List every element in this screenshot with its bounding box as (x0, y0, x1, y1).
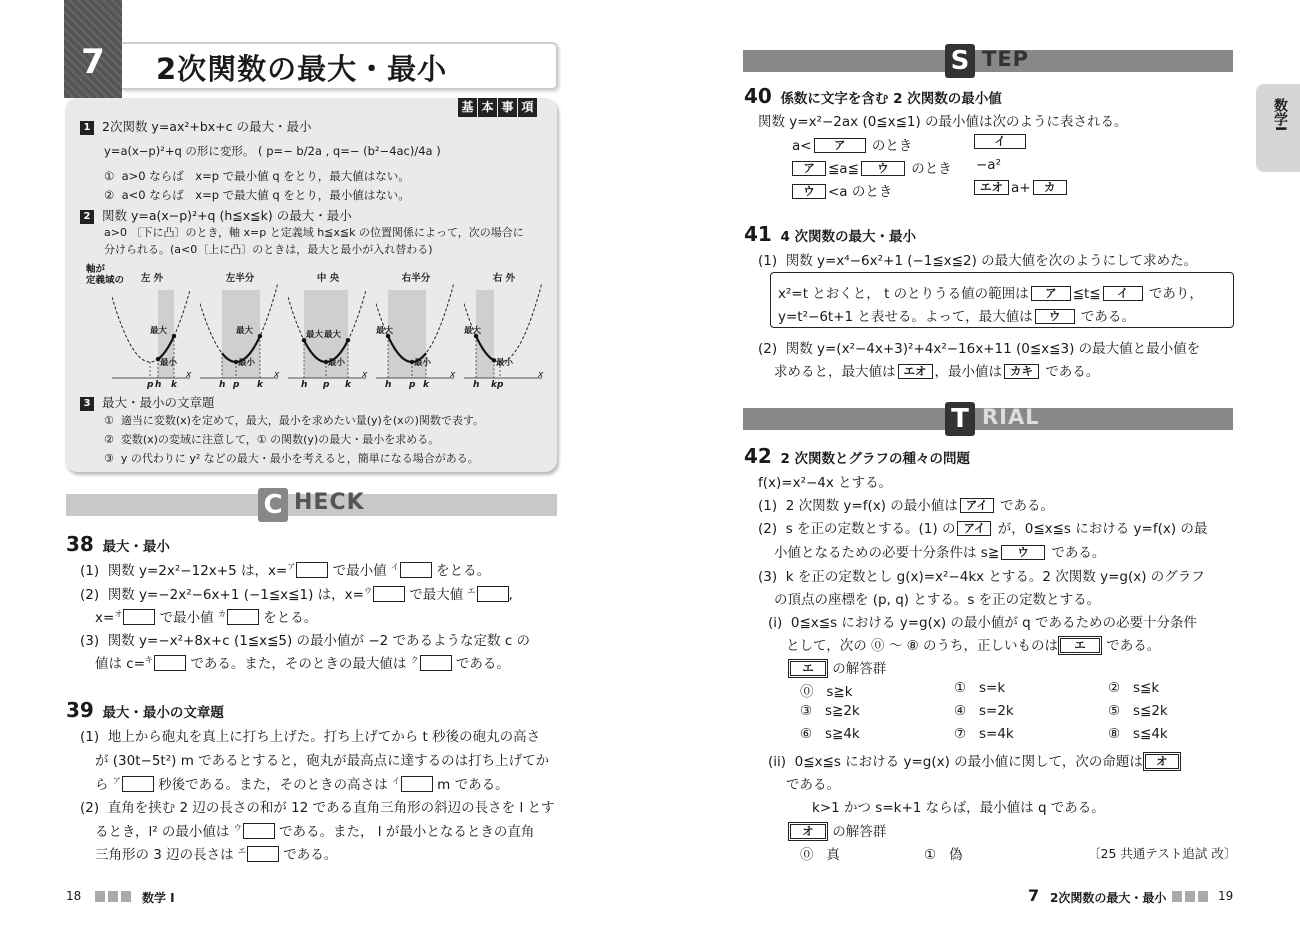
text: 秒後である。また，そのときの高さは (153, 777, 392, 793)
tick-label: h (473, 380, 480, 390)
tick-label: p (409, 380, 416, 390)
text: ら (95, 777, 113, 793)
kihon-char: 項 (518, 98, 537, 117)
max-label: 最大 (464, 326, 482, 337)
text: <a のとき (828, 184, 893, 200)
answer-box[interactable]: イ (974, 134, 1026, 149)
kihon-char: 本 (478, 98, 497, 117)
answer-box[interactable]: カ (1033, 180, 1067, 195)
tick-label: h (385, 380, 392, 390)
answer-box[interactable]: オ (1145, 754, 1179, 769)
graph-panel (200, 270, 280, 390)
text: y=t²−6t+1 と表せる。よって，最大値は (778, 309, 1033, 325)
choice-option[interactable] (800, 726, 860, 742)
choice-true[interactable] (800, 843, 840, 863)
footer-page-number: 19 (1218, 889, 1234, 903)
answer-box[interactable]: ア (814, 138, 866, 153)
answer-box[interactable]: アイ (960, 498, 994, 513)
problem-title: 最大・最小の文章題 (102, 705, 224, 721)
text: x²=t とおくと， t のとりうる値の範囲は (778, 286, 1029, 302)
graph-svg (376, 284, 456, 394)
problem-number: 38 (66, 532, 94, 556)
p41-2 (758, 337, 1200, 357)
blank-label: ウ (233, 823, 242, 833)
problem-title: 4 次関数の最大・最小 (780, 229, 917, 245)
p39-2 (80, 796, 554, 816)
answer-box[interactable]: エオ (974, 180, 1009, 195)
text: 小値となるための必要十分条件は s≧ (774, 545, 1000, 561)
text: ≦t≦ (1072, 286, 1101, 302)
p42-2-b (774, 541, 1105, 561)
chapter-number: 7 (81, 42, 105, 82)
text: である。 (1076, 309, 1135, 325)
section-3-heading (80, 393, 215, 411)
graph-svg (200, 284, 280, 394)
blank-label: ア (112, 776, 121, 786)
max-label: 最大 (236, 326, 254, 337)
trial-rest: RIAL (982, 405, 1040, 429)
blank-label: ク (410, 655, 419, 665)
p38-3 (80, 629, 530, 649)
text: である。 (278, 847, 338, 863)
text: であり， (1144, 286, 1203, 302)
chapter-title: 2次関数の最大・最小 (156, 52, 448, 86)
p39-2-c (95, 843, 337, 863)
s3-item3 (104, 450, 479, 466)
text: , (508, 587, 513, 603)
choice-text: s≦4k (1132, 726, 1168, 742)
p40-line1: 関数 y=x²−2ax (0≦x≦1) の最小値は次のように表される。 (758, 114, 1128, 130)
problem-39-heading (66, 698, 224, 722)
choice-option[interactable] (954, 703, 1014, 719)
step-rest: TEP (982, 47, 1030, 71)
subq-mark: (1) (80, 563, 100, 579)
problem-42-heading (744, 444, 970, 468)
p38-2-cont (95, 606, 317, 626)
choice-text: s≧k (826, 684, 853, 700)
answer-box[interactable]: カキ (1004, 364, 1039, 379)
choice-mark: ⑥ (800, 726, 813, 742)
p41-box-line2 (778, 305, 1135, 325)
answer-box[interactable]: ウ (1035, 309, 1075, 324)
footer-subject: 数学 I (142, 891, 175, 905)
answer-blank[interactable] (247, 846, 279, 862)
extremum-point (258, 334, 262, 338)
tick-label: p (497, 380, 504, 390)
step-letter: S (945, 44, 975, 78)
graph-svg (464, 284, 544, 394)
text: で最小値 (155, 610, 218, 626)
graph-row (112, 270, 552, 390)
choice-option[interactable] (1108, 703, 1168, 719)
text: a< (792, 138, 812, 154)
p42-line0: f(x)=x²−4x とする。 (758, 475, 893, 491)
p42-1 (758, 494, 1054, 514)
choice-mark: ⑧ (1108, 726, 1121, 742)
problem-number: 40 (744, 84, 772, 108)
choice-text: s≦2k (1132, 703, 1168, 719)
choice-mark: ⑤ (1108, 703, 1121, 719)
text: 直角を挟む 2 辺の長さの和が 12 である直角三角形の斜辺の長さを l とす (107, 800, 555, 816)
choice-option[interactable] (800, 680, 853, 700)
choice-option[interactable] (1108, 726, 1168, 742)
text: ，最小値は (934, 364, 1002, 380)
problem-title: 2 次関数とグラフの種々の問題 (780, 451, 971, 467)
problem-40-heading (744, 84, 1002, 108)
problem-38-heading (66, 532, 170, 556)
answer-box[interactable]: ウ (792, 184, 826, 199)
text: である。 (995, 498, 1055, 514)
text: 求めると，最大値は (774, 364, 896, 380)
p42-ii-b: である。 (786, 777, 840, 793)
text: をとる。 (258, 610, 318, 626)
answer-blank[interactable] (154, 655, 186, 671)
blank-label: イ (390, 562, 399, 572)
choice-mark: ⑦ (954, 726, 967, 742)
text: s を正の定数とする。(1) の (785, 521, 956, 537)
choice-mark: ③ (800, 703, 813, 719)
item-text: 適当に変数(x)を定めて，最大，最小を求めたい量(y)を(xの)関数で表す。 (120, 414, 485, 427)
subq-mark: (2) (80, 587, 100, 603)
tick-label: k (491, 380, 497, 390)
answer-blank[interactable] (477, 586, 509, 602)
p40-row1 (792, 134, 912, 154)
p40-row3 (790, 180, 892, 200)
tick-label: k (345, 380, 351, 390)
graph-panel (288, 270, 368, 390)
tick-label: k (171, 380, 177, 390)
choice-option[interactable] (800, 703, 860, 719)
s1-item2 (104, 187, 410, 203)
section-2-heading (80, 206, 352, 224)
answer-blank[interactable] (373, 586, 405, 602)
choice-grid (800, 680, 1230, 750)
subq-mark: (3) (758, 569, 778, 585)
item-mark: ① (104, 169, 115, 183)
blank-label: エ (467, 586, 476, 596)
choice-mark: ① (954, 680, 967, 696)
side-tab-label: 数学I (1272, 98, 1288, 132)
blank-label: ア (287, 562, 296, 572)
tick-label: p (323, 380, 330, 390)
p39-2-b (95, 820, 534, 840)
max-label: 最大 (324, 330, 342, 341)
answer-box[interactable]: アイ (957, 521, 991, 536)
answer-blank[interactable] (401, 776, 433, 792)
subq-mark: (3) (80, 633, 100, 649)
text: 2 次関数 y=f(x) の最小値は (785, 498, 958, 514)
p40-row3-val (972, 180, 1069, 196)
p41-box-line1 (778, 282, 1203, 302)
choice-option[interactable] (954, 680, 1005, 696)
subq-mark: (2) (758, 341, 778, 357)
choice-text: s=k (978, 680, 1006, 696)
text: 関数 y=−2x²−6x+1 (−1≦x≦1) は，x= (107, 587, 364, 603)
max-label: 最大 (306, 330, 324, 341)
graph-title: 中 央 (316, 273, 340, 284)
choice-mark: ① (924, 847, 937, 863)
kihon-label (458, 98, 537, 117)
graph-title: 右半分 (401, 273, 431, 284)
check-rest: HECK (294, 490, 365, 515)
p40-row2 (790, 157, 952, 177)
choice-false[interactable] (924, 843, 962, 863)
answer-box: オ (790, 824, 826, 839)
problem-number: 41 (744, 222, 772, 246)
answer-blank[interactable] (122, 776, 154, 792)
choice-option[interactable] (954, 726, 1014, 742)
answer-blank[interactable] (296, 562, 328, 578)
answer-box[interactable]: ア (1031, 286, 1071, 301)
subq-mark: (ii) (768, 754, 787, 770)
problem-number: 39 (66, 698, 94, 722)
max-label: 最大 (150, 326, 168, 337)
blank-label: エ (237, 846, 246, 856)
tick-label: k (257, 380, 263, 390)
p41-2-b (774, 360, 1099, 380)
p38-1 (80, 559, 490, 579)
footer-page-number: 18 (66, 889, 82, 903)
text: 値は c= (95, 656, 146, 672)
subq-mark: (1) (758, 253, 778, 269)
subq-mark: (i) (768, 615, 783, 631)
s1-line1: y=a(x−p)²+q の形に変形。 ( p=− b/2a , q=− (b²−4ac)/4a ) (104, 144, 441, 158)
label-line: 軸が (86, 264, 106, 275)
problem-number: 42 (744, 444, 772, 468)
section-1-heading (80, 117, 312, 135)
axis-x-label: x (538, 370, 544, 380)
graph-panel (376, 270, 456, 390)
answer-box[interactable]: エ (1060, 638, 1100, 653)
subq-mark: (2) (80, 800, 100, 816)
text: 三角形の 3 辺の長さは (95, 847, 238, 863)
answer-blank[interactable] (123, 609, 155, 625)
extremum-point (172, 334, 176, 338)
answer-box[interactable]: エオ (898, 364, 933, 379)
text: として，次の ⓪ ～ ⑧ のうち，正しいものは (786, 638, 1058, 654)
item-mark: ② (104, 188, 115, 202)
text: x= (95, 610, 115, 626)
problem-title: 係数に文字を含む 2 次関数の最小値 (780, 91, 1002, 107)
item-text: a<0 ならば x=p で最大値 q をとり，最小値はない。 (121, 188, 410, 202)
tick-label: h (155, 380, 162, 390)
subq-mark: (1) (80, 729, 100, 745)
p41-1 (758, 249, 1197, 269)
source-note: 〔25 共通テスト追試 改〕 (1088, 846, 1237, 861)
subq-mark: (1) (758, 498, 778, 514)
p38-2 (80, 583, 513, 603)
choice-text: 真 (826, 847, 840, 863)
tick-label: h (301, 380, 308, 390)
check-letter: C (258, 488, 288, 522)
answer-box[interactable]: ア (792, 161, 826, 176)
item-text: 変数(x)の変域に注意して，① の関数(y)の最大・最小を求める。 (120, 433, 440, 446)
footer-chapter-num: 7 (1028, 886, 1040, 905)
answer-blank[interactable] (227, 609, 259, 625)
tick-label: h (219, 380, 226, 390)
p42-group1-label (788, 657, 886, 677)
text: 地上から砲丸を真上に打ち上げた。打ち上げてから t 秒後の砲丸の高さ (107, 729, 541, 745)
section-number: 2 (80, 210, 94, 224)
item-mark: ③ (104, 452, 114, 465)
trial-letter: T (945, 402, 975, 436)
min-label: 最小 (496, 358, 514, 368)
problem-title: 最大・最小 (102, 539, 170, 555)
s2-line1: a>0 〔下に凸〕のとき，軸 x=p と定義域 h≦x≦k の位置関係によって，次の場合に (104, 226, 524, 239)
text: で最大値 (404, 587, 468, 603)
text: 関数 y=2x²−12x+5 は，x= (107, 563, 288, 579)
p42-group2-label (788, 820, 886, 840)
text: m である。 (432, 777, 509, 793)
graph-title: 左 外 (140, 273, 164, 284)
blank-label: キ (145, 655, 154, 665)
tick-label: k (423, 380, 429, 390)
p42-2 (758, 517, 1207, 537)
min-label: 最小 (160, 358, 178, 368)
choice-text: s=4k (978, 726, 1014, 742)
blank-label: カ (217, 609, 226, 619)
kihon-char: 基 (458, 98, 477, 117)
answer-blank[interactable] (400, 562, 432, 578)
section-title: 2次関数 y=ax²+bx+c の最大・最小 (102, 119, 312, 134)
graph-svg (112, 284, 192, 394)
axis-x-label: x (186, 370, 192, 380)
right-page (650, 0, 1300, 928)
text: るとき，l² の最小値は (95, 824, 234, 840)
text: のとき (906, 161, 952, 177)
tick-label: p (233, 380, 240, 390)
p42-ii (768, 750, 1181, 770)
section-number: 3 (80, 397, 94, 411)
text: 関数 y=−x²+8x+c (1≦x≦5) の最小値が −2 であるような定数 c の (107, 633, 531, 649)
item-mark: ① (104, 414, 114, 427)
choice-text: s≧4k (824, 726, 860, 742)
choice-mark: ⓪ (800, 684, 814, 700)
footer-logo (95, 891, 133, 902)
choice-mark: ④ (954, 703, 967, 719)
extremum-point (346, 338, 350, 342)
answer-box[interactable]: イ (1103, 286, 1143, 301)
subq-mark: (2) (758, 521, 778, 537)
choice-mark: ⓪ (800, 847, 814, 863)
p42-i-b (786, 634, 1160, 654)
axis-x-label: x (450, 370, 456, 380)
section-title: 関数 y=a(x−p)²+q (h≦x≦k) の最大・最小 (102, 208, 352, 223)
min-label: 最小 (238, 358, 256, 368)
graph-title: 右 外 (492, 273, 516, 284)
text: k を正の定数とし g(x)=x²−4kx とする。2 次関数 y=g(x) のグラフ (785, 569, 1205, 585)
p42-ii-c: k>1 かつ s=k+1 ならば，最小値は q である。 (812, 800, 1105, 816)
p42-3 (758, 565, 1205, 585)
text: の解答群 (828, 824, 887, 840)
p39-1-c (95, 773, 509, 793)
p39-1 (80, 725, 540, 745)
choice-text: s≦k (1132, 680, 1160, 696)
s2-line2: 分けられる。(a<0〔上に凸〕のときは，最大と最小が入れ替わる) (104, 243, 433, 256)
choice-option[interactable] (1108, 680, 1159, 696)
blank-label: ウ (363, 586, 372, 596)
s3-item2 (104, 431, 439, 447)
s3-item1 (104, 412, 484, 428)
item-text: a>0 ならば x=p で最小値 q をとり，最大値はない。 (121, 169, 410, 183)
max-label: 最大 (376, 326, 394, 337)
text: をとる。 (431, 563, 491, 579)
footer-logo (1172, 891, 1210, 902)
s1-item1 (104, 168, 410, 184)
choice-mark: ② (1108, 680, 1121, 696)
text: が，0≦x≦s における y=f(x) の最 (993, 521, 1208, 537)
label-line: 定義域の (86, 275, 125, 286)
text: 0≦x≦s における y=g(x) の最小値に関して，次の命題は (794, 754, 1143, 770)
problem-41-heading (744, 222, 916, 246)
graph-panel (112, 270, 192, 390)
text: 関数 y=x⁴−6x²+1 (−1≦x≦2) の最大値を次のようにして求めた。 (785, 253, 1198, 269)
graph-title: 左半分 (225, 273, 255, 284)
text: のとき (867, 138, 913, 154)
text: の解答群 (828, 661, 887, 677)
text: 関数 y=(x²−4x+3)²+4x²−16x+11 (0≦x≦3) の最大値と最小値を (785, 341, 1201, 357)
choice-text: s≧2k (824, 703, 860, 719)
section-title: 最大・最小の文章題 (102, 395, 215, 410)
text: で最小値 (328, 563, 391, 579)
footer-title: 2次関数の最大・最小 (1050, 891, 1167, 905)
p42-3-b: の頂点の座標を (p, q) とする。s を正の定数とする。 (774, 592, 1101, 608)
text: 0≦x≦s における y=g(x) の最小値が q であるための必要十分条件 (790, 615, 1198, 631)
answer-box: エ (790, 661, 826, 676)
text: a+ (1011, 180, 1031, 196)
answer-blank[interactable] (420, 655, 452, 671)
parabola (464, 284, 542, 362)
choice-text: 偽 (948, 847, 963, 863)
blank-label: イ (391, 776, 400, 786)
text: である。 (1041, 364, 1100, 380)
text: である。 (1047, 545, 1106, 561)
kihon-char: 事 (498, 98, 517, 117)
axis-x-label: x (274, 370, 280, 380)
blank-label: オ (114, 609, 123, 619)
answer-box[interactable]: ウ (861, 161, 905, 176)
p40-row2-val: −a² (976, 157, 1001, 173)
min-label: 最小 (328, 358, 346, 368)
text: である。また，そのときの最大値は (186, 656, 411, 672)
p39-1-b: が (30t−5t²) m であるとすると，砲丸が最高点に達するのは打ち上げてか (95, 753, 550, 769)
axis-x-label: x (362, 370, 368, 380)
item-text: y の代わりに y² などの最大・最小を考えると，簡単になる場合がある。 (120, 452, 479, 465)
text: である。 (1102, 638, 1161, 654)
answer-box[interactable]: ウ (1001, 545, 1045, 560)
item-mark: ② (104, 433, 114, 446)
p42-i (768, 611, 1197, 631)
text: ≦a≦ (828, 161, 859, 177)
choice-text: s=2k (978, 703, 1014, 719)
p38-3-cont (95, 652, 510, 672)
answer-blank[interactable] (243, 823, 275, 839)
text: である。 (451, 656, 510, 672)
min-label: 最小 (414, 358, 432, 368)
tick-label: p (147, 380, 154, 390)
text: である。また， l が最小となるときの直角 (274, 824, 535, 840)
graph-panel (464, 270, 544, 390)
p40-row1-val (972, 134, 1028, 150)
section-number: 1 (80, 121, 94, 135)
